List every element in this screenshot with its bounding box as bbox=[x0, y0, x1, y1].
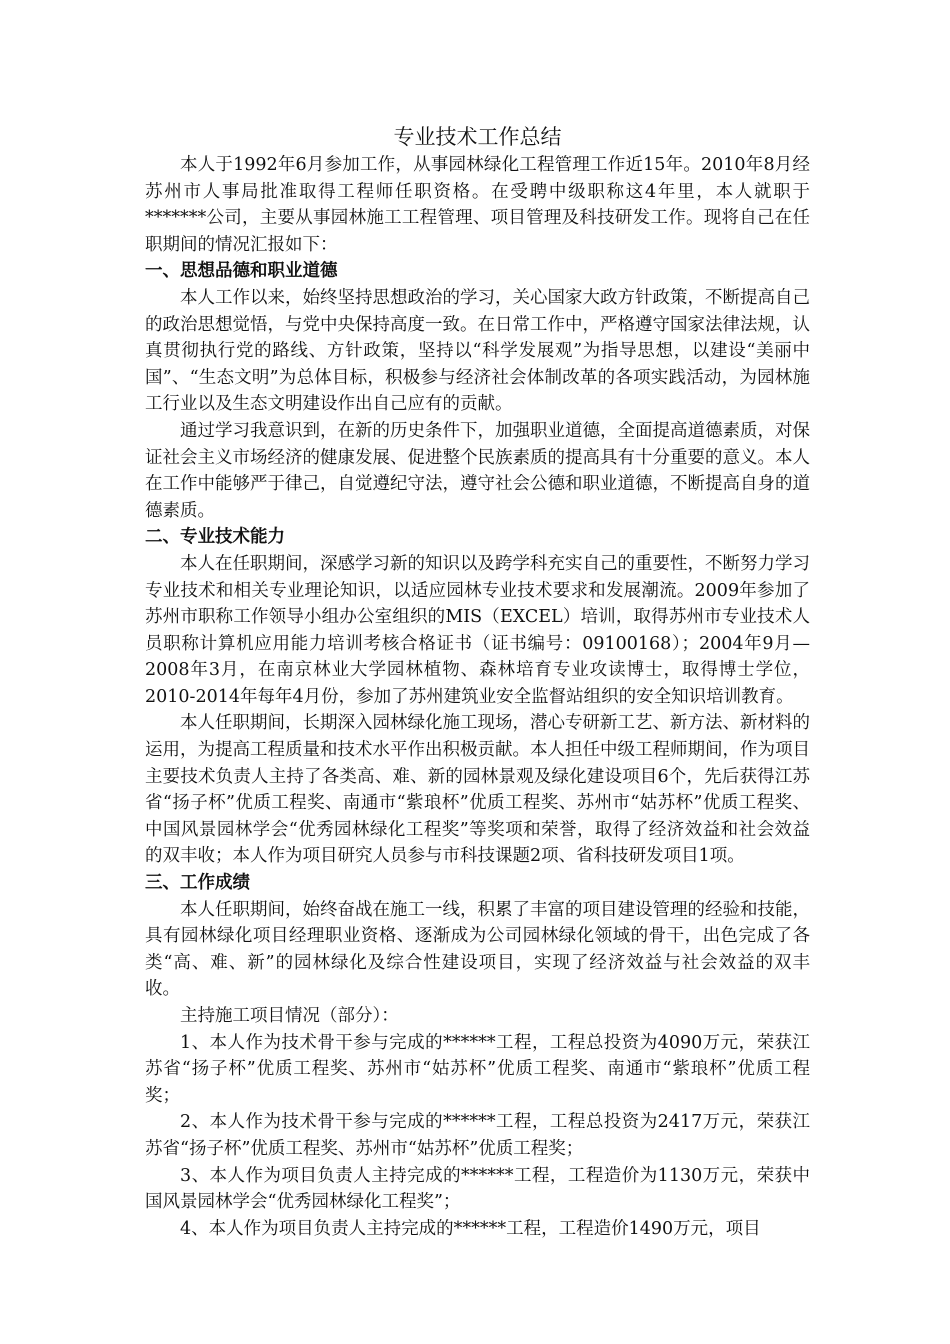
section-heading-achievements: 三、工作成绩 bbox=[145, 873, 250, 894]
technical-paragraph-2: 本人任职期间，长期深入园林绿化施工现场，潜心专研新工艺、新方法、新材料的运用，为提高工程质量和技术水平作出积极贡献。本人担任中级工程师期间，作为项目主要技术负责人主持了各类高、难、新的园林景观及绿化建设项目6个，先后获得江苏省“扬子杯”优质工程奖、南通市“紫琅杯”优质工程奖、苏州市“姑苏杯”优质工程奖、中国风景园林学会“优秀园林绿化工程奖”等奖项和荣誉，取得了经济效益和社会效益的双丰收；本人作为项目研究人员参与市科技课题2项、省科技研发项目1项。 bbox=[145, 713, 810, 867]
project-item-2: 2、本人作为技术骨干参与完成的******工程，工程总投资为2417万元，荣获江苏省“扬子杯”优质工程奖、苏州市“姑苏杯”优质工程奖； bbox=[145, 1112, 810, 1159]
projects-intro: 主持施工项目情况（部分）： bbox=[180, 1006, 399, 1026]
project-item-1: 1、本人作为技术骨干参与完成的******工程，工程总投资为4090万元，荣获江苏省“扬子杯”优质工程奖、苏州市“姑苏杯”优质工程奖、南通市“紫琅杯”优质工程奖； bbox=[145, 1032, 810, 1106]
intro-paragraph: 本人于1992年6月参加工作，从事园林绿化工程管理工作近15年。2010年8月经苏州市人事局批准取得工程师任职资格。在受聘中级职称这4年里，本人就职于*******公司，主要从事园林施工工程管理、项目管理及科技研发工作。现将自己在任职期间的情况汇报如下： bbox=[145, 155, 810, 255]
document-title: 专业技术工作总结 bbox=[393, 125, 562, 149]
section-heading-ethics: 一、思想品德和职业道德 bbox=[145, 261, 338, 282]
section-heading-technical-ability: 二、专业技术能力 bbox=[145, 527, 285, 548]
achievements-paragraph-1: 本人任职期间，始终奋战在施工一线，积累了丰富的项目建设管理的经验和技能，具有园林绿化项目经理职业资格、逐渐成为公司园林绿化领域的骨干，出色完成了各类“高、难、新”的园林绿化及综合性建设项目，实现了经济效益与社会效益的双丰收。 bbox=[145, 899, 810, 1000]
ethics-paragraph-2: 通过学习我意识到，在新的历史条件下，加强职业道德，全面提高道德素质，对保证社会主义市场经济的健康发展、促进整个民族素质的提高具有十分重要的意义。本人在工作中能够严于律己，自觉遵纪守法，遵守社会公德和职业道德，不断提高自身的道德素质。 bbox=[145, 420, 810, 521]
ethics-paragraph-1: 本人工作以来，始终坚持思想政治的学习，关心国家大政方针政策，不断提高自己的政治思想觉悟，与党中央保持高度一致。在日常工作中，严格遵守国家法律法规，认真贯彻执行党的路线、方针政策，坚持以“科学发展观”为指导思想，以建设“美丽中国”、“生态文明”为总体目标，积极参与经济社会体制改革的各项实践活动，为园林施工行业以及生态文明建设作出自己应有的贡献。 bbox=[145, 287, 810, 415]
technical-paragraph-1: 本人在任职期间，深感学习新的知识以及跨学科充实自己的重要性，不断努力学习专业技术和相关专业理论知识，以适应园林专业技术要求和发展潮流。2009年参加了苏州市职称工作领导小组办公室组织的MIS（EXCEL）培训，取得苏州市专业技术人员职称计算机应用能力培训考核合格证书（证书编号：09100168）；2004年9月—2008年3月，在南京林业大学园林植物、森林培育专业攻读博士，取得博士学位，2010-2014年每年4月份，参加了苏州建筑业安全监督站组织的安全知识培训教育。 bbox=[145, 553, 810, 707]
project-item-3: 3、本人作为项目负责人主持完成的******工程，工程造价为1130万元，荣获中国风景园林学会“优秀园林绿化工程奖”； bbox=[145, 1165, 810, 1213]
project-item-4: 4、本人作为项目负责人主持完成的******工程，工程造价1490万元，项目 bbox=[180, 1218, 761, 1239]
document-page bbox=[145, 122, 810, 1242]
